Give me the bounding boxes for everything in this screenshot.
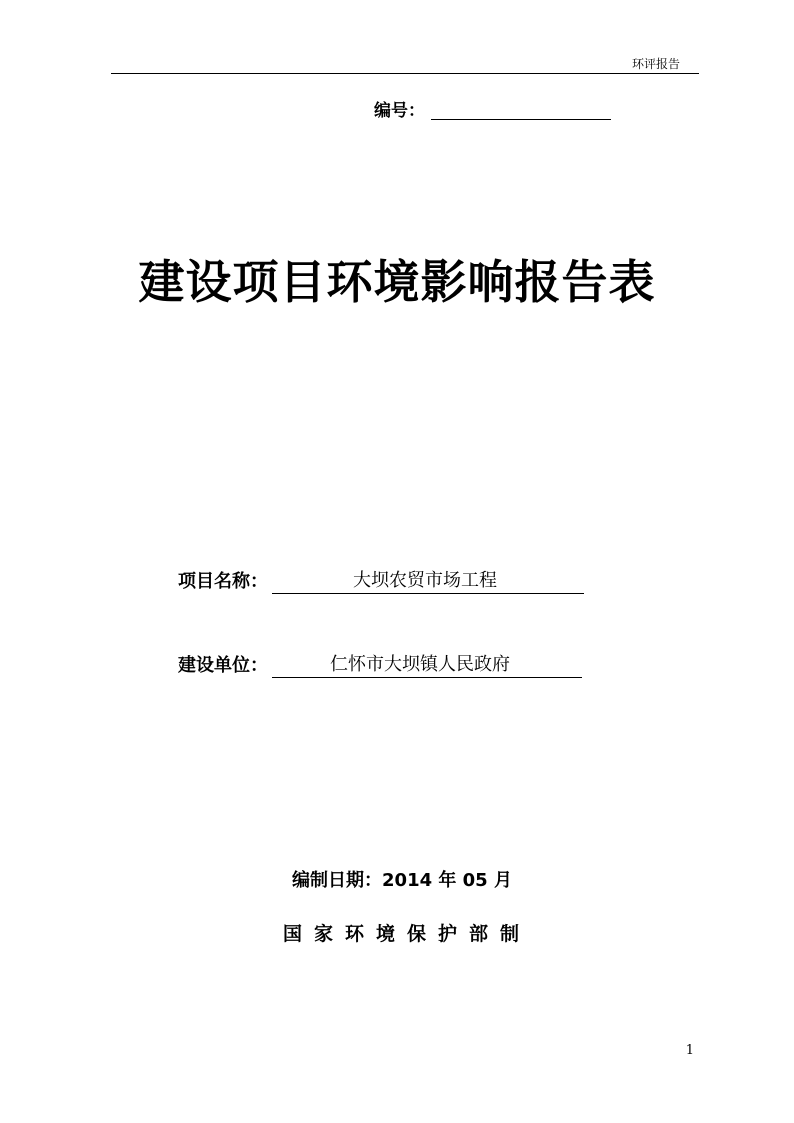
compile-date: 编制日期：2014 年 05 月 [292, 870, 512, 891]
construction-unit-value: 仁怀市大坝镇人民政府 [272, 653, 582, 678]
page-number: 1 [685, 1043, 694, 1058]
serial-number-label: 编号： [374, 101, 425, 121]
issuing-authority: 国家环境保护部制 [282, 923, 531, 945]
construction-unit-label: 建设单位： [178, 655, 268, 676]
project-name-label: 项目名称： [178, 571, 268, 592]
report-title: 建设项目环境影响报告表 [138, 255, 656, 309]
serial-number-field [374, 98, 611, 122]
project-name-value: 大坝农贸市场工程 [272, 569, 584, 594]
project-name-row [178, 566, 584, 594]
construction-unit-row [178, 650, 582, 678]
serial-number-blank [431, 119, 611, 120]
header-divider [111, 73, 699, 74]
running-header-title: 环评报告 [631, 57, 680, 71]
